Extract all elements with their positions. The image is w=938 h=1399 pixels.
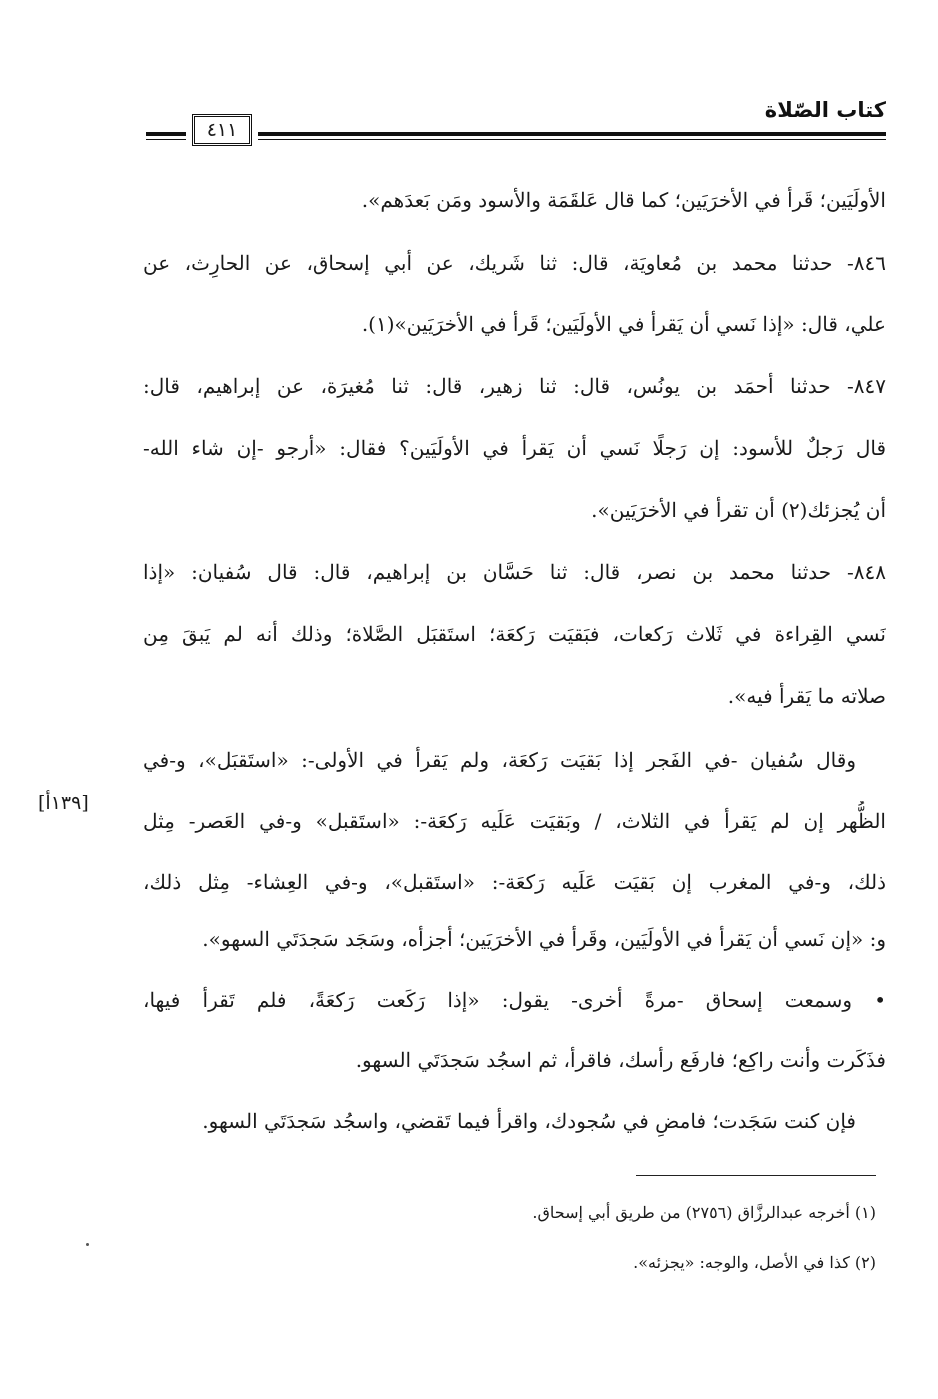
running-title: كتاب الصّلاة: [764, 98, 886, 122]
text-line: فذَكَرت وأنت راكِع؛ فارفَع رأسك، فاقرأ، ثم اسجُد سَجدَتَي السهو.: [355, 1048, 886, 1072]
main-text: [143, 180, 886, 1140]
footnote-separator: [636, 1175, 876, 1176]
text-line: الأولَيَين؛ قَرأ في الأخرَيَين؛ كما قال عَلقَمَة والأسود ومَن بَعدَهم».: [361, 188, 886, 212]
text-line: ٨٤٧- حدثنا أحمَد بن يونُس، قال: ثنا زهير، قال: ثنا مُغيرَة، عن إبراهيم، قال:: [143, 374, 886, 398]
text-line: وقال سُفيان -في الفَجر إذا بَقيَت رَكعَة، ولم يَقرأ في الأولى-: «استَقبَل»، و-في: [143, 748, 856, 772]
text-line: الظُّهر إن لم يَقرأ في الثلاث، / وبَقيَت عَلَيه رَكعَة-: «استَقبل» و-في العَصر- مِثل: [143, 809, 886, 833]
footnote-2: (٢) كذا في الأصل، والوجه: «يجزئه».: [633, 1253, 876, 1272]
text-line: ذلك، و-في المغرب إن بَقيَت عَلَيه رَكعَة-: «استَقبل»، و-في العِشاء- مِثل ذلك،: [143, 870, 886, 894]
text-line: صلاته ما يَقرأ فيه».: [727, 684, 886, 708]
text-line: علي، قال: «إذا نَسي أن يَقرأ في الأولَيَين؛ قَرأ في الأخرَيَين»(١).: [361, 312, 886, 336]
text-line: نَسي القِراءة في ثَلاث رَكعات، فبَقيَت رَكعَة؛ استَقبَل الصَّلاة؛ وذلك أنه لم يَبقَ مِن: [143, 622, 886, 646]
manuscript-folio-note: [١٣٩أ]: [38, 792, 89, 814]
page-header: [146, 98, 886, 148]
page-number: ٤١١: [192, 114, 252, 146]
footnote-1: (١) أخرجه عبدالرزَّاق (٢٧٥٦) من طريق أبي إسحاق.: [532, 1203, 876, 1222]
text-line: • وسمعت إسحاق -مرةً أخرى- يقول: «إذا رَكَعت رَكعَةً، فلم تَقرأ فيها،: [143, 988, 886, 1012]
text-line: و: «إن نَسي أن يَقرأ في الأولَيَين، وقَرأ في الأخرَيَين؛ أجزأه، وسَجَد سَجدَتَي السهو».: [202, 927, 886, 951]
scan-speck: [86, 1243, 89, 1246]
text-line: فإن كنت سَجَدت؛ فامضِ في سُجودك، واقرأ فيما تَقضي، واسجُد سَجدَتَي السهو.: [202, 1109, 856, 1133]
text-line: ٨٤٨- حدثنا محمد بن نصر، قال: ثنا حَسَّان بن إبراهيم، قال: قال سُفيان: «إذا: [143, 560, 886, 584]
text-line: قال رَجلٌ للأسود: إن رَجلًا نَسي أن يَقرأ في الأولَيَين؟ فقال: «أرجو -إن شاء الله-: [143, 436, 886, 460]
text-line: ٨٤٦- حدثنا محمد بن مُعاويَة، قال: ثنا شَريك، عن أبي إسحاق، عن الحارِث، عن: [143, 251, 886, 275]
header-rule-short: [146, 132, 186, 140]
text-line: أن يُجزئك(٢) أن تقرأ في الأخرَيَين».: [591, 498, 886, 522]
header-rule: [258, 132, 886, 140]
